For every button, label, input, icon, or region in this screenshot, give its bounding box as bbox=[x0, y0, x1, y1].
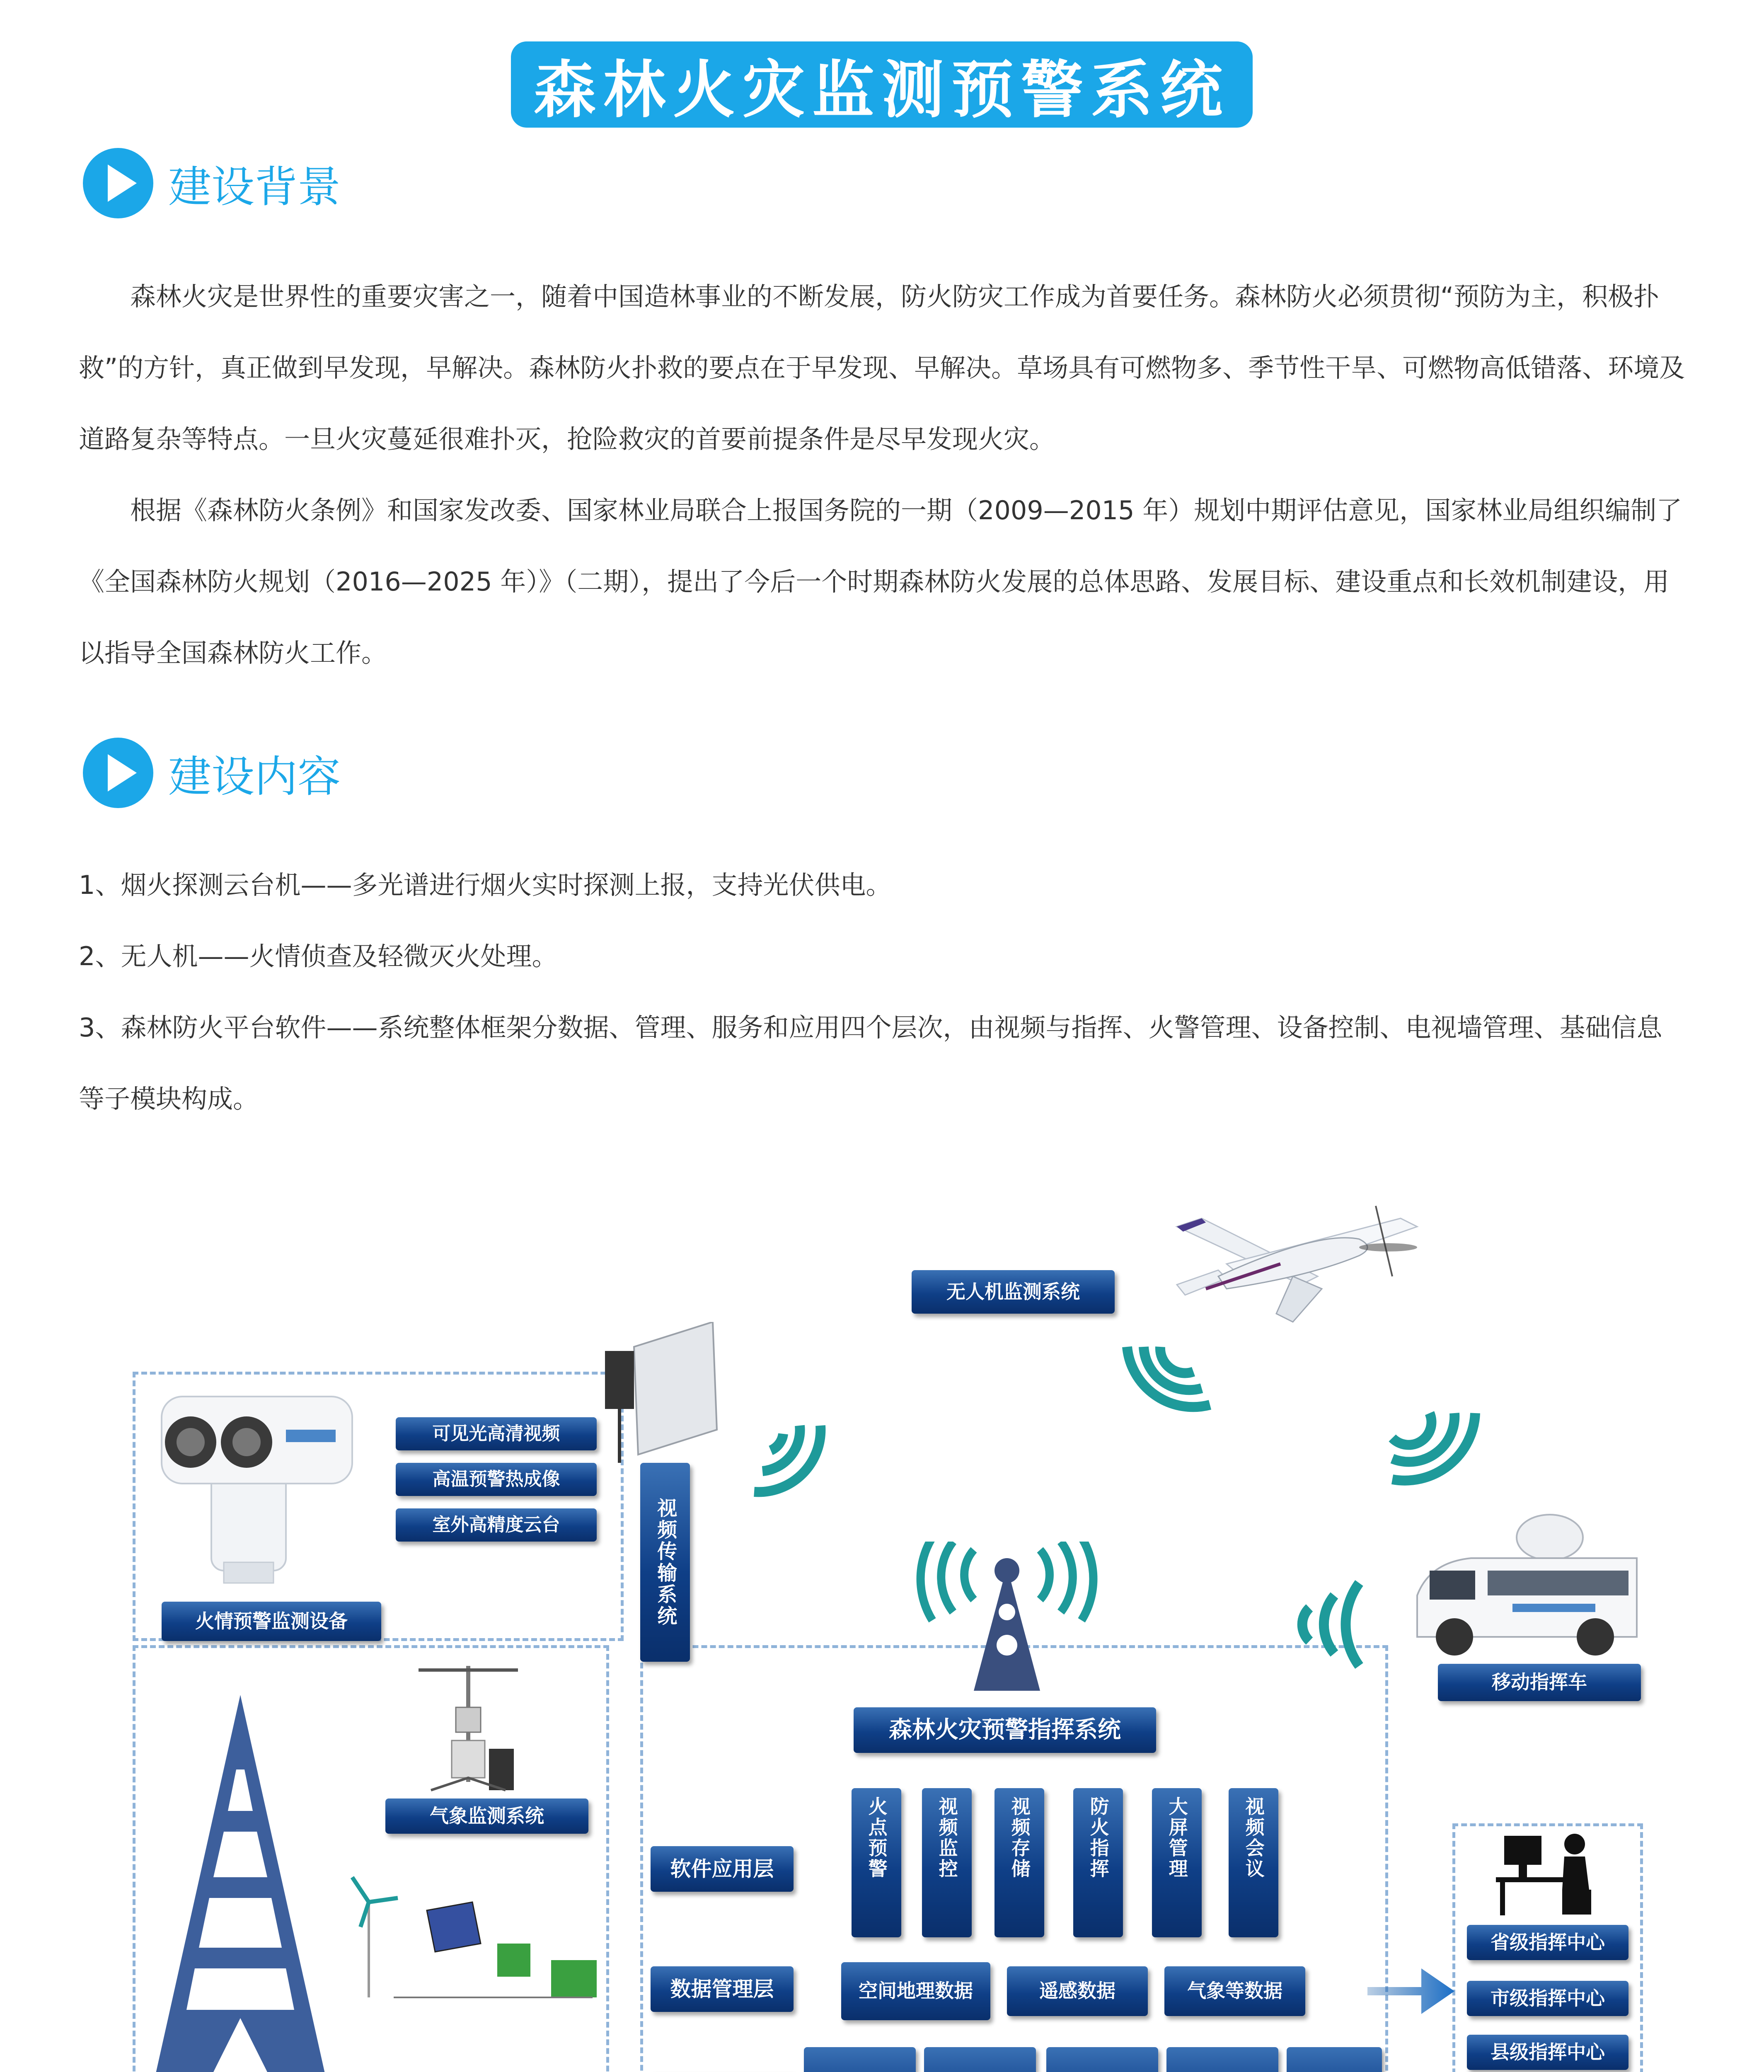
center-city: 市级指挥中心 bbox=[1467, 1981, 1628, 2016]
content-list bbox=[79, 850, 1687, 1135]
feature-visible-video: 可见光高清视频 bbox=[396, 1417, 597, 1450]
section-title-background: 建设背景 bbox=[168, 162, 341, 212]
antenna-icon bbox=[601, 1322, 733, 1479]
section-header-background bbox=[83, 148, 341, 218]
data-geo: 空间地理数据 bbox=[841, 1962, 990, 2020]
data-remote-sensing: 遥感数据 bbox=[1007, 1966, 1148, 2016]
command-vehicle-icon bbox=[1405, 1513, 1653, 1662]
list-item: 3、森林防火平台软件——系统整体框架分数据、管理、服务和应用四个层次，由视频与指挥、火警管理、设备控制、电视墙管理、基础信息等子模块构成。 bbox=[79, 1012, 1662, 1114]
module-video-monitor: 视频监控 bbox=[922, 1788, 972, 1937]
section-header-content bbox=[83, 738, 341, 808]
operator-desk-icon bbox=[1496, 1828, 1604, 1919]
section-title-content: 建设内容 bbox=[168, 751, 341, 802]
background-paragraph-1: 森林火灾是世界性的重要灾害之一，随着中国造林事业的不断发展，防火防灾工作成为首要任务。森林防火必须贯彻“预防为主，积极扑救”的方针，真正做到早发现，早解决。森林防火扑救的要点在于早发现、早解决。草场具有可燃物多、季节性干旱、可燃物高低错落、环境及道路复杂等特点。一旦火灾蔓延很难扑灭，抢险救灾的首要前提条件是尽早发现火灾。 bbox=[79, 281, 1685, 454]
play-arrow-icon bbox=[83, 148, 153, 218]
weather-label: 气象监测系统 bbox=[385, 1798, 588, 1834]
center-county: 县级指挥中心 bbox=[1467, 2035, 1628, 2070]
system-diagram bbox=[0, 1181, 1764, 2072]
uav-monitoring-label: 无人机监测系统 bbox=[912, 1270, 1115, 1314]
feature-ptz: 室外高精度云台 bbox=[396, 1508, 597, 1542]
background-text bbox=[79, 261, 1687, 689]
data-weather: 气象等数据 bbox=[1164, 1966, 1305, 2016]
feature-thermal-imaging: 高温预警热成像 bbox=[396, 1463, 597, 1496]
page-title: 森林火灾监测预警系统 bbox=[511, 41, 1253, 128]
wind-solar-power-icon bbox=[344, 1861, 613, 2018]
wireless-signal-icon bbox=[1384, 1405, 1483, 1488]
hw-nvr bbox=[1166, 2047, 1278, 2072]
hw-video-wall bbox=[1287, 2047, 1382, 2072]
module-video-storage: 视频存储 bbox=[995, 1788, 1044, 1937]
wireless-signal-icon bbox=[746, 1409, 829, 1500]
background-paragraph-2: 根据《森林防火条例》和国家发改委、国家林业局联合上报国务院的一期（2009—2015 年）规划中期评估意见，国家林业局组织编制了《全国森林防火规划（2016—2025 年）》（二期），提出了今后一个时期森林防火发展的总体思路、发展目标、建设重点和长效机制建设，用以指导全国森林防火工作。 bbox=[79, 495, 1682, 668]
layer-data: 数据管理层 bbox=[651, 1966, 794, 2012]
hw-video-conference bbox=[804, 2047, 916, 2072]
layer-software: 软件应用层 bbox=[651, 1846, 794, 1892]
hw-server bbox=[924, 2047, 1036, 2072]
command-system-title: 森林火灾预警指挥系统 bbox=[854, 1707, 1156, 1753]
signal-tower-icon bbox=[891, 1542, 1123, 1691]
list-item: 2、无人机——火情侦查及轻微灭火处理。 bbox=[79, 941, 558, 971]
module-screen-management: 大屏管理 bbox=[1152, 1788, 1202, 1937]
arrow-right-icon bbox=[1367, 1964, 1454, 2018]
ptz-camera-icon bbox=[153, 1380, 361, 1595]
center-provincial: 省级指挥中心 bbox=[1467, 1925, 1628, 1960]
camera-device-label: 火情预警监测设备 bbox=[162, 1602, 381, 1641]
module-fire-command: 防火指挥 bbox=[1073, 1788, 1123, 1937]
mobile-vehicle-label: 移动指挥车 bbox=[1438, 1664, 1641, 1701]
list-item: 1、烟火探测云台机——多光谱进行烟火实时探测上报，支持光伏供电。 bbox=[79, 870, 892, 900]
wireless-signal-icon bbox=[1119, 1339, 1218, 1413]
module-fire-alert: 火点预警 bbox=[852, 1788, 901, 1937]
weather-station-icon bbox=[406, 1658, 530, 1794]
play-arrow-icon bbox=[83, 738, 153, 808]
wireless-signal-icon bbox=[1285, 1575, 1367, 1674]
iron-tower-icon bbox=[153, 1695, 327, 2072]
uav-airplane-icon bbox=[1144, 1181, 1434, 1339]
hw-video-workstation bbox=[1046, 2047, 1158, 2072]
module-video-conference: 视频会议 bbox=[1229, 1788, 1278, 1937]
video-transmission-label: 视频传输系统 bbox=[640, 1463, 690, 1662]
